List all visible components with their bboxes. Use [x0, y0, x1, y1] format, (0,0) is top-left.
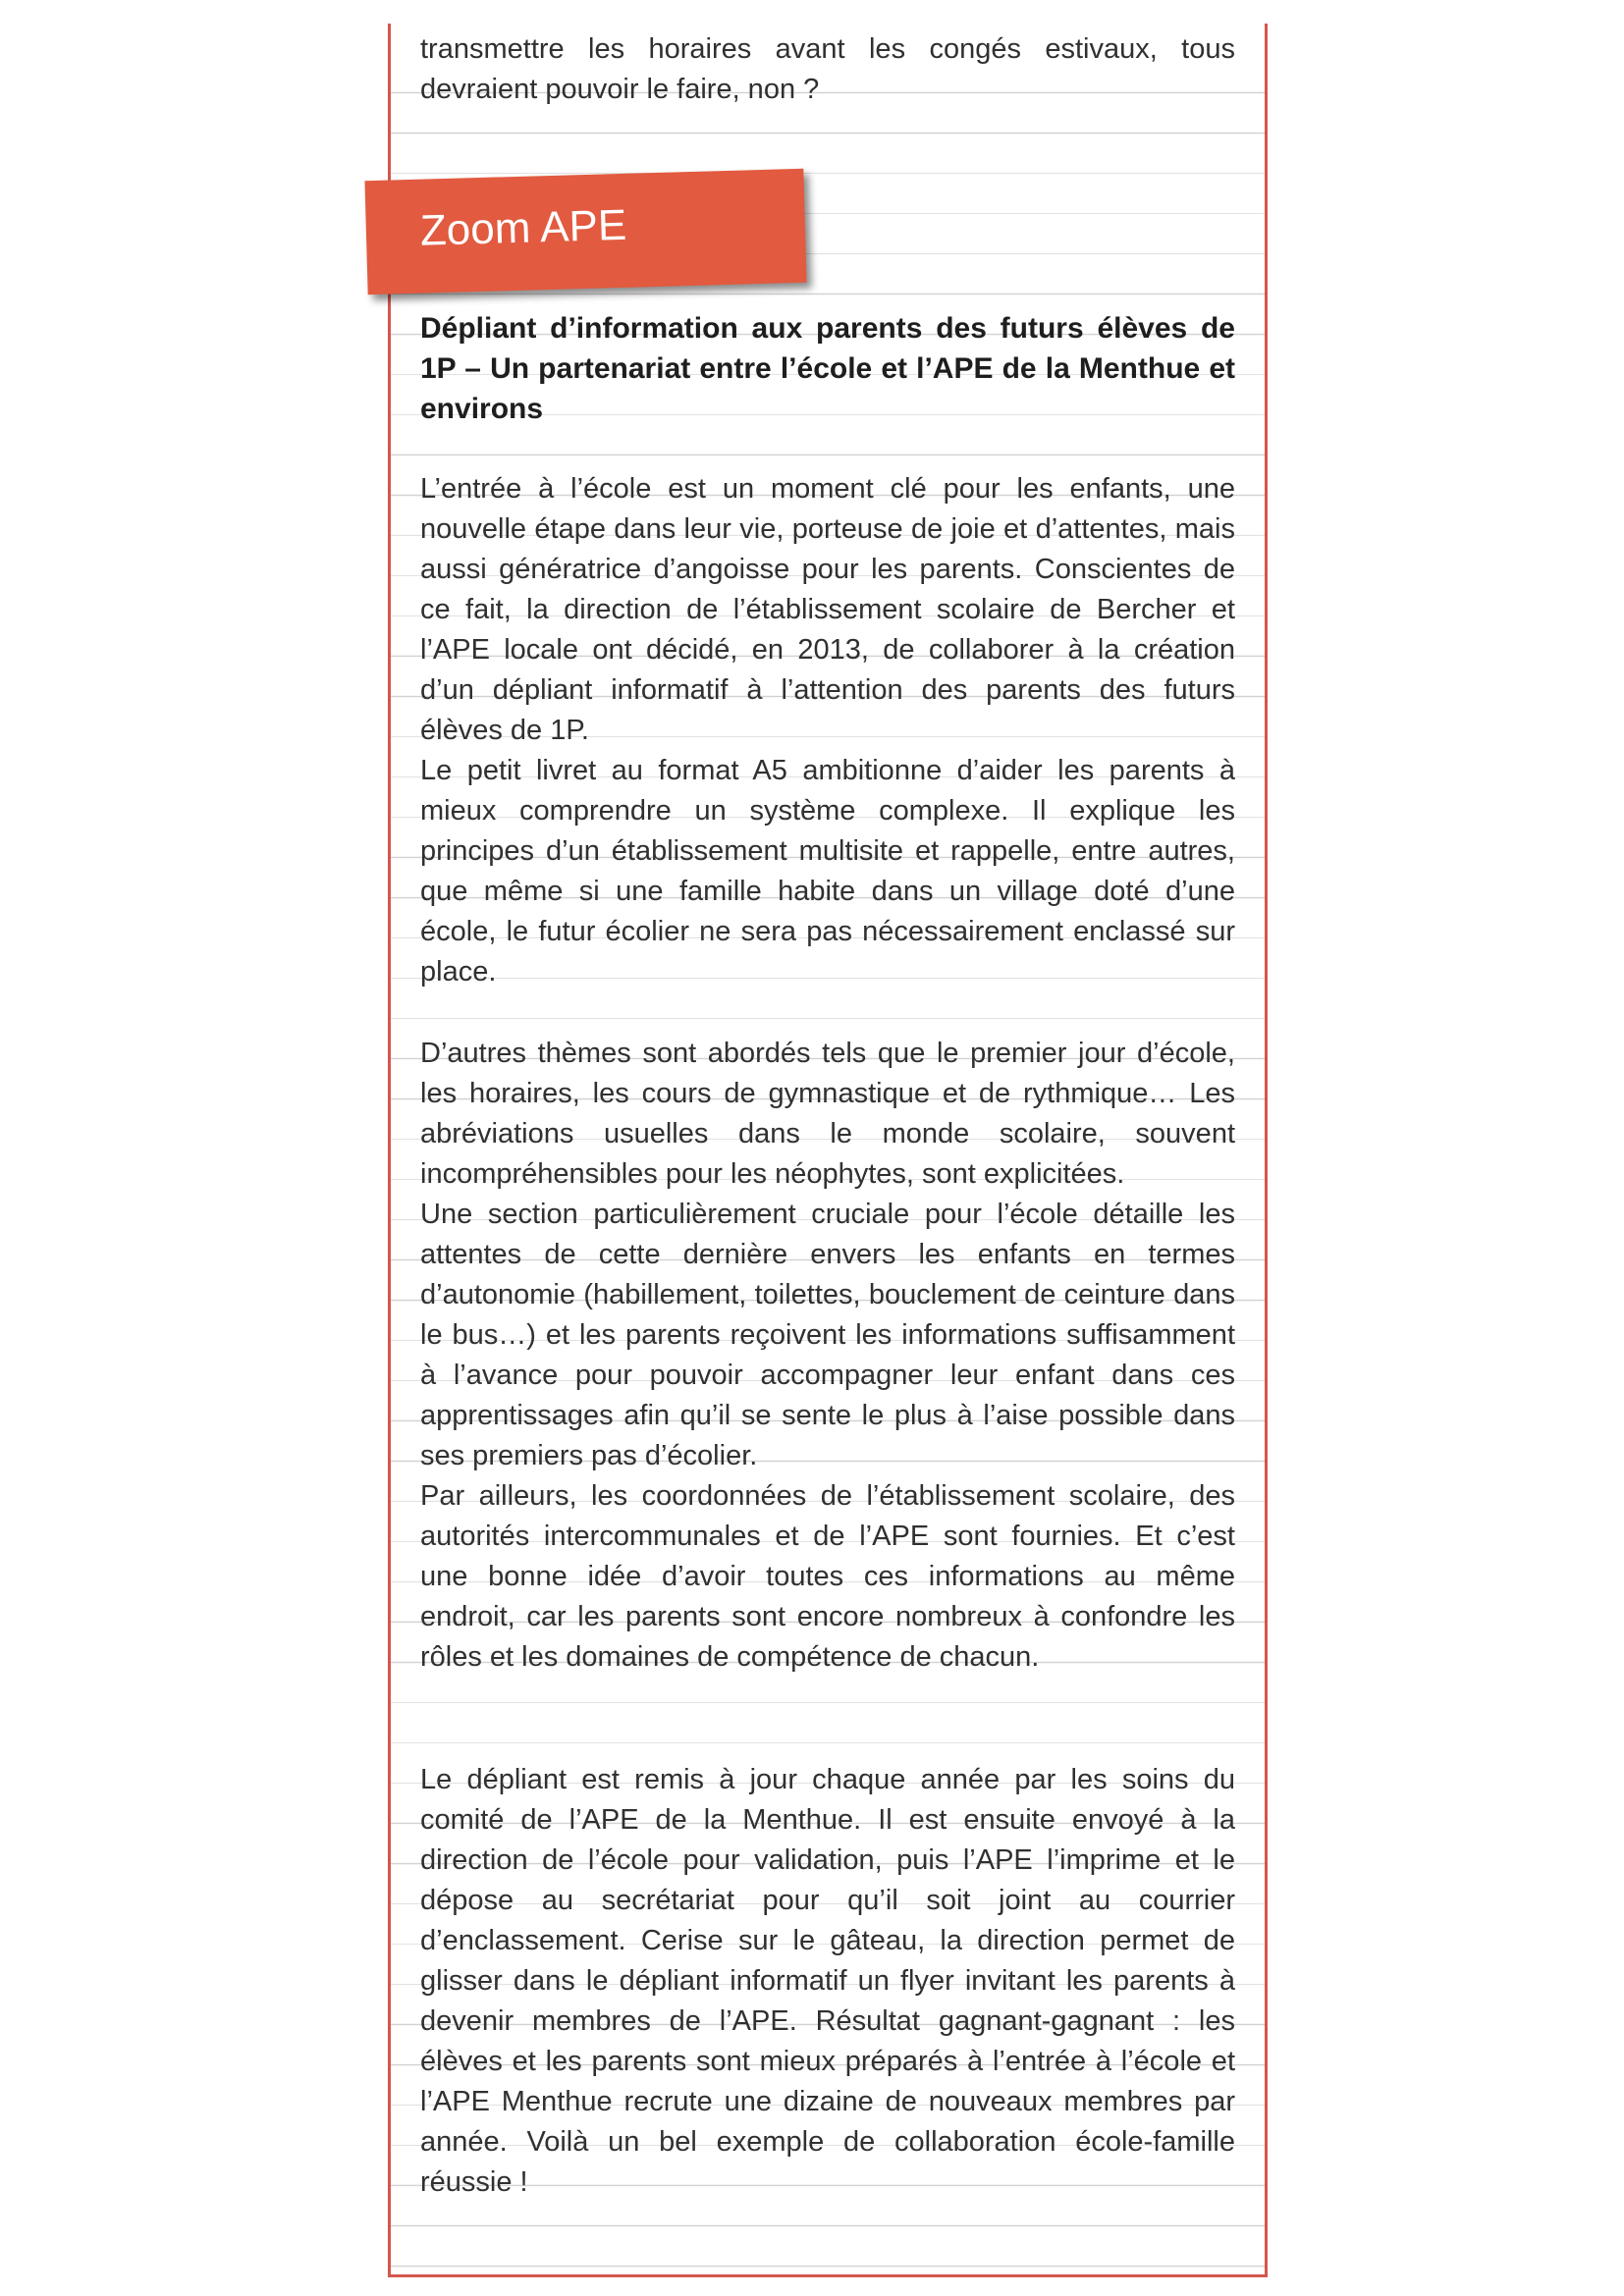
article-section-2 — [420, 1034, 1235, 1678]
banner-label: Zoom APE — [419, 200, 627, 255]
zoom-ape-banner — [364, 169, 806, 294]
intro-text — [420, 29, 1235, 110]
article-section-1 — [420, 469, 1235, 992]
paragraph: Par ailleurs, les coordonnées de l’établissement scolaire, des autorités intercommunales et de l’APE sont fournies. Et c’est une bonne idée d’avoir toutes ces informations au même endroit, car les parents sont encore nombreux à confondre les rôles et les domaines de compétence de chacun. — [420, 1480, 1235, 1673]
ruled-page — [388, 24, 1268, 2277]
intro-paragraph: transmettre les horaires avant les congés estivaux, tous devraient pouvoir le faire, non ? — [420, 33, 1235, 105]
paragraph: L’entrée à l’école est un moment clé pour les enfants, une nouvelle étape dans leur vie, porteuse de joie et d’attentes, mais aussi génératrice d’angoisse pour les parents. Conscientes de ce fait, la direction de l’établissement scolaire de Bercher et l’APE locale ont décidé, en 2013, de collaborer à la création d’un dépliant informatif à l’attention des parents des futurs élèves de 1P. — [420, 473, 1235, 746]
paragraph: Le petit livret au format A5 ambitionne d’aider les parents à mieux comprendre un système complexe. Il explique les principes d’un établissement multisite et rappelle, entre autres, que même si une famille habite dans un village doté d’une école, le futur écolier ne sera pas nécessairement enclassé sur place. — [420, 755, 1235, 988]
paragraph: Le dépliant est remis à jour chaque année par les soins du comité de l’APE de la Menthue. Il est ensuite envoyé à la direction de l’école pour validation, puis l’APE l’imprime et le dépose au secrétariat pour qu’il soit joint au courrier d’enclassement. Cerise sur le gâteau, la direction permet de glisser dans le dépliant informatif un flyer invitant les parents à devenir membres de l’APE. Résultat gagnant-gagnant : les élèves et les parents sont mieux préparés à l’entrée à l’école et l’APE Menthue recrute une dizaine de nouveaux membres par année. Voilà un bel exemple de collaboration école-famille réussie ! — [420, 1764, 1235, 2198]
article-headline — [420, 308, 1235, 429]
paragraph: D’autres thèmes sont abordés tels que le premier jour d’école, les horaires, les cours de gymnastique et de rythmique… Les abréviations usuelles dans le monde scolaire, souvent incompréhensibles pour les néophytes, sont explicitées. — [420, 1038, 1235, 1190]
headline-text: Dépliant d’information aux parents des futurs élèves de 1P – Un partenariat entre l’école et l’APE de la Menthue et environs — [420, 312, 1235, 425]
article-section-3 — [420, 1760, 1235, 2203]
paragraph: Une section particulièrement cruciale pour l’école détaille les attentes de cette dernière envers les enfants en termes d’autonomie (habillement, toilettes, bouclement de ceinture dans le bus…) et les parents reçoivent les informations suffisamment à l’avance pour pouvoir accompagner leur enfant dans ces apprentissages afin qu’il se sente le plus à l’aise possible dans ses premiers pas d’écolier. — [420, 1199, 1235, 1471]
